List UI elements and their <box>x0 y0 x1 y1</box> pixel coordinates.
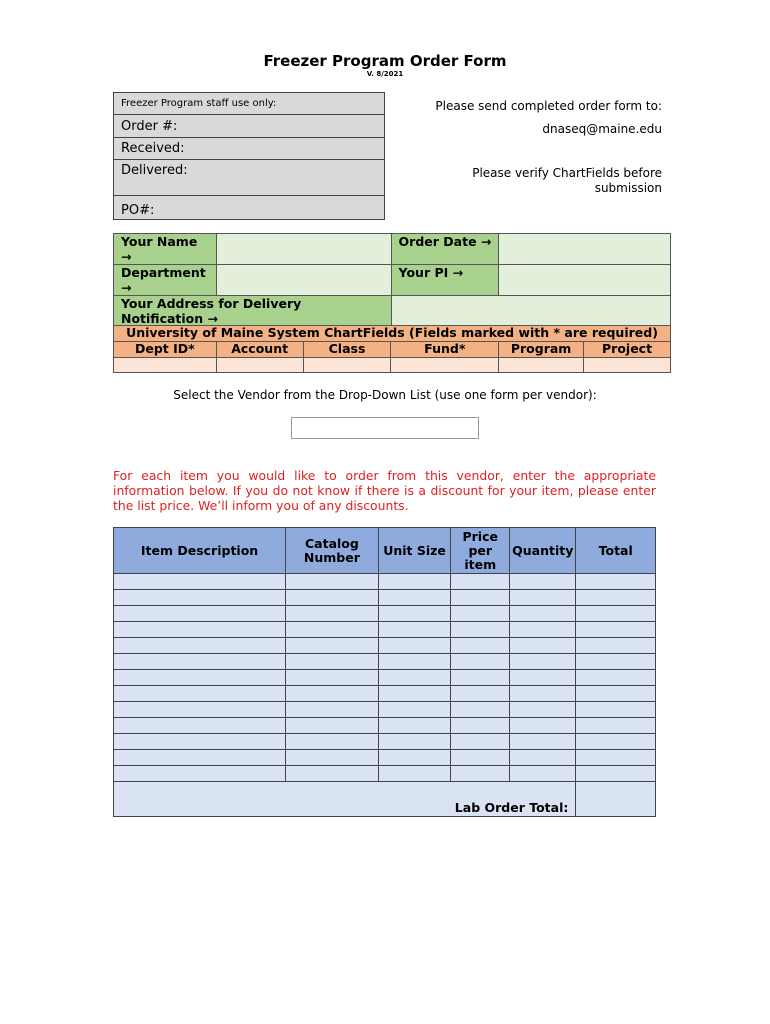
unit-size-cell[interactable] <box>378 622 451 638</box>
quantity-cell[interactable] <box>510 766 576 782</box>
quantity-cell[interactable] <box>510 574 576 590</box>
quantity-cell[interactable] <box>510 750 576 766</box>
total-cell[interactable] <box>576 574 656 590</box>
unit-size-cell[interactable] <box>378 606 451 622</box>
quantity-cell[interactable] <box>510 622 576 638</box>
quantity-cell[interactable] <box>510 734 576 750</box>
catalog-number-cell[interactable] <box>286 606 379 622</box>
dept-id-input[interactable] <box>114 358 217 373</box>
address-input[interactable] <box>391 296 670 327</box>
price-per-item-header: Price per item <box>451 528 510 574</box>
verify-note-line2: submission <box>594 181 662 195</box>
table-row <box>114 718 656 734</box>
item-description-cell[interactable] <box>114 590 286 606</box>
catalog-number-cell[interactable] <box>286 638 379 654</box>
order-items-table <box>113 527 656 817</box>
contact-email: dnaseq@maine.edu <box>542 122 662 136</box>
table-row <box>114 590 656 606</box>
unit-size-cell[interactable] <box>378 702 451 718</box>
quantity-cell[interactable] <box>510 718 576 734</box>
total-cell[interactable] <box>576 718 656 734</box>
unit-size-cell[interactable] <box>378 718 451 734</box>
total-cell[interactable] <box>576 670 656 686</box>
order-date-label: Order Date → <box>391 234 499 265</box>
price-per-item-cell[interactable] <box>451 766 510 782</box>
table-row <box>114 574 656 590</box>
program-input[interactable] <box>499 358 584 373</box>
requester-info-table <box>113 233 671 327</box>
price-per-item-cell[interactable] <box>451 638 510 654</box>
your-name-label: Your Name → <box>114 234 217 265</box>
price-per-item-cell[interactable] <box>451 654 510 670</box>
chartfields-header: University of Maine System ChartFields (Fields marked with * are required) <box>114 326 671 342</box>
price-per-item-cell[interactable] <box>451 718 510 734</box>
po-number-field[interactable]: PO#: <box>121 203 155 218</box>
item-description-cell[interactable] <box>114 734 286 750</box>
account-input[interactable] <box>216 358 303 373</box>
item-description-cell[interactable] <box>114 670 286 686</box>
total-cell[interactable] <box>576 606 656 622</box>
total-cell[interactable] <box>576 654 656 670</box>
item-description-cell[interactable] <box>114 622 286 638</box>
total-cell[interactable] <box>576 702 656 718</box>
unit-size-header: Unit Size <box>378 528 451 574</box>
lab-order-total-label: Lab Order Total: <box>114 782 576 817</box>
project-header: Project <box>584 342 671 358</box>
quantity-cell[interactable] <box>510 670 576 686</box>
price-per-item-cell[interactable] <box>451 574 510 590</box>
fund-input[interactable] <box>391 358 499 373</box>
item-description-header: Item Description <box>114 528 286 574</box>
order-number-field[interactable]: Order #: <box>114 115 384 138</box>
price-per-item-cell[interactable] <box>451 670 510 686</box>
table-row <box>114 670 656 686</box>
quantity-cell[interactable] <box>510 702 576 718</box>
quantity-header: Quantity <box>510 528 576 574</box>
catalog-number-cell[interactable] <box>286 702 379 718</box>
item-description-cell[interactable] <box>114 718 286 734</box>
table-row <box>114 766 656 782</box>
total-cell[interactable] <box>576 622 656 638</box>
unit-size-cell[interactable] <box>378 590 451 606</box>
unit-size-cell[interactable] <box>378 766 451 782</box>
unit-size-cell[interactable] <box>378 574 451 590</box>
item-description-cell[interactable] <box>114 766 286 782</box>
table-row <box>114 686 656 702</box>
total-cell[interactable] <box>576 750 656 766</box>
item-description-cell[interactable] <box>114 686 286 702</box>
catalog-number-cell[interactable] <box>286 734 379 750</box>
your-name-input[interactable] <box>216 234 391 265</box>
unit-size-cell[interactable] <box>378 638 451 654</box>
table-row <box>114 622 656 638</box>
catalog-number-cell[interactable] <box>286 590 379 606</box>
table-row <box>114 734 656 750</box>
department-label: Department → <box>114 265 217 296</box>
department-input[interactable] <box>216 265 391 296</box>
table-row <box>114 702 656 718</box>
dept-id-header: Dept ID* <box>114 342 217 358</box>
table-row <box>114 638 656 654</box>
item-description-cell[interactable] <box>114 702 286 718</box>
received-field[interactable]: Received: <box>114 138 384 160</box>
your-pi-label: Your PI → <box>391 265 499 296</box>
item-description-cell[interactable] <box>114 574 286 590</box>
unit-size-cell[interactable] <box>378 654 451 670</box>
catalog-number-cell[interactable] <box>286 686 379 702</box>
address-label: Your Address for Delivery Notification → <box>114 296 392 327</box>
order-date-input[interactable] <box>499 234 671 265</box>
staff-use-box <box>113 92 385 220</box>
order-instructions: For each item you would like to order from this vendor, enter the appropriate information below. If you do not know if there is a discount for your item, please enter the list price. We’ll inform you of any discounts. <box>113 468 656 513</box>
vendor-prompt: Select the Vendor from the Drop-Down List (use one form per vendor): <box>173 388 597 402</box>
item-description-cell[interactable] <box>114 654 286 670</box>
catalog-number-header: Catalog Number <box>286 528 379 574</box>
lab-order-total-value[interactable] <box>576 782 656 817</box>
send-instructions: Please send completed order form to: <box>435 99 662 113</box>
total-header: Total <box>576 528 656 574</box>
unit-size-cell[interactable] <box>378 750 451 766</box>
vendor-dropdown[interactable] <box>291 417 479 439</box>
total-cell[interactable] <box>576 734 656 750</box>
chartfields-table <box>113 325 671 373</box>
price-per-item-cell[interactable] <box>451 590 510 606</box>
your-pi-input[interactable] <box>499 265 671 296</box>
version-label: V. 8/2021 <box>366 70 404 78</box>
table-row <box>114 654 656 670</box>
catalog-number-cell[interactable] <box>286 654 379 670</box>
catalog-number-cell[interactable] <box>286 766 379 782</box>
total-cell[interactable] <box>576 686 656 702</box>
price-per-item-cell[interactable] <box>451 750 510 766</box>
catalog-number-cell[interactable] <box>286 750 379 766</box>
account-header: Account <box>216 342 303 358</box>
quantity-cell[interactable] <box>510 590 576 606</box>
price-per-item-cell[interactable] <box>451 734 510 750</box>
table-row <box>114 750 656 766</box>
catalog-number-cell[interactable] <box>286 622 379 638</box>
unit-size-cell[interactable] <box>378 670 451 686</box>
class-input[interactable] <box>303 358 391 373</box>
catalog-number-cell[interactable] <box>286 718 379 734</box>
price-per-item-cell[interactable] <box>451 702 510 718</box>
staff-use-header: Freezer Program staff use only: <box>114 93 384 115</box>
price-per-item-cell[interactable] <box>451 686 510 702</box>
table-row <box>114 606 656 622</box>
delivered-field[interactable]: Delivered: <box>114 160 384 196</box>
verify-note-line1: Please verify ChartFields before <box>472 166 662 180</box>
project-input[interactable] <box>584 358 671 373</box>
price-per-item-cell[interactable] <box>451 606 510 622</box>
item-description-cell[interactable] <box>114 750 286 766</box>
quantity-cell[interactable] <box>510 654 576 670</box>
unit-size-cell[interactable] <box>378 686 451 702</box>
total-cell[interactable] <box>576 638 656 654</box>
quantity-cell[interactable] <box>510 606 576 622</box>
program-header: Program <box>499 342 584 358</box>
class-header: Class <box>303 342 391 358</box>
catalog-number-cell[interactable] <box>286 670 379 686</box>
item-description-cell[interactable] <box>114 606 286 622</box>
catalog-number-cell[interactable] <box>286 574 379 590</box>
price-per-item-cell[interactable] <box>451 622 510 638</box>
total-cell[interactable] <box>576 590 656 606</box>
quantity-cell[interactable] <box>510 686 576 702</box>
page-title: Freezer Program Order Form <box>263 52 507 70</box>
item-description-cell[interactable] <box>114 638 286 654</box>
quantity-cell[interactable] <box>510 638 576 654</box>
total-cell[interactable] <box>576 766 656 782</box>
fund-header: Fund* <box>391 342 499 358</box>
unit-size-cell[interactable] <box>378 734 451 750</box>
